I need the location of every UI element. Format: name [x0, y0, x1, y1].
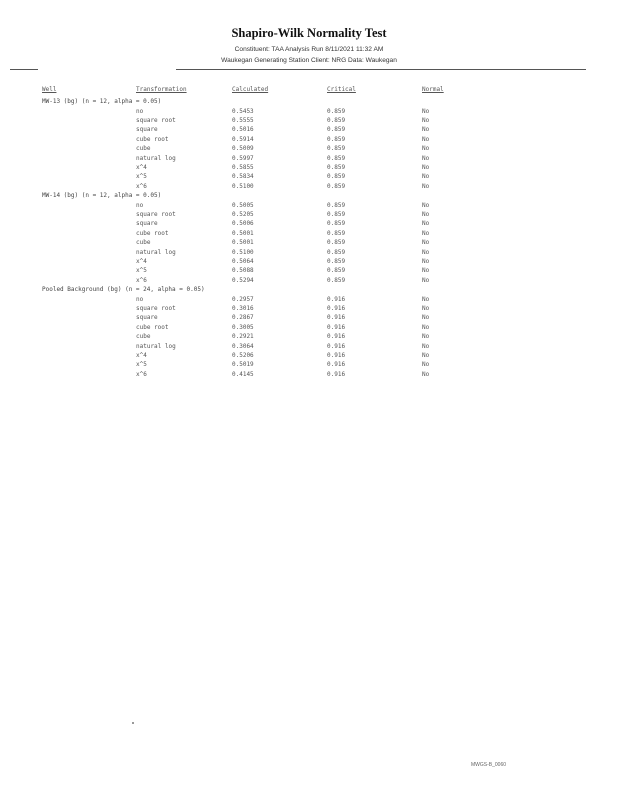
header-rule-right — [176, 69, 586, 70]
table-row — [0, 230, 618, 239]
transformation-cell: cube root — [136, 323, 169, 331]
col-header-well: Well — [42, 86, 57, 93]
table-row — [0, 239, 618, 248]
critical-cell: 0.916 — [327, 342, 346, 350]
table-row — [0, 164, 618, 173]
critical-cell: 0.859 — [327, 210, 346, 218]
calculated-cell: 0.5009 — [232, 145, 254, 153]
transformation-cell: cube — [136, 145, 151, 153]
calculated-cell: 0.5855 — [232, 163, 254, 171]
critical-cell: 0.859 — [327, 220, 346, 228]
transformation-cell: x^6 — [136, 182, 147, 190]
col-header-critical: Critical — [327, 86, 356, 93]
report-title: Shapiro-Wilk Normality Test — [231, 26, 387, 40]
transformation-cell: square — [136, 314, 158, 322]
transformation-cell: natural log — [136, 154, 176, 162]
table-row — [0, 296, 618, 305]
calculated-cell: 0.5205 — [232, 210, 254, 218]
critical-cell: 0.859 — [327, 135, 346, 143]
col-header-transformation: Transformation — [136, 86, 187, 93]
transformation-cell: x^6 — [136, 276, 147, 284]
transformation-cell: square root — [136, 116, 176, 124]
table-row — [0, 371, 618, 380]
transformation-cell: cube — [136, 333, 151, 341]
critical-cell: 0.916 — [327, 361, 346, 369]
critical-cell: 0.916 — [327, 304, 346, 312]
col-header-calculated: Calculated — [232, 86, 269, 93]
critical-cell: 0.916 — [327, 333, 346, 341]
calculated-cell: 0.4145 — [232, 370, 254, 378]
normal-cell: No — [422, 116, 430, 124]
critical-cell: 0.859 — [327, 154, 346, 162]
normal-cell: No — [422, 304, 430, 312]
critical-cell: 0.859 — [327, 116, 346, 124]
normal-cell: No — [422, 323, 430, 331]
table-row — [0, 305, 618, 314]
critical-cell: 0.916 — [327, 370, 346, 378]
calculated-cell: 0.5001 — [232, 239, 254, 247]
critical-cell: 0.859 — [327, 182, 346, 190]
table-row — [0, 117, 618, 126]
critical-cell: 0.859 — [327, 229, 346, 237]
calculated-cell: 0.5016 — [232, 126, 254, 134]
normal-cell: No — [422, 295, 430, 303]
calculated-cell: 0.3016 — [232, 304, 254, 312]
header-rule-left — [10, 69, 38, 70]
transformation-cell: natural log — [136, 248, 176, 256]
calculated-cell: 0.5206 — [232, 351, 254, 359]
normal-cell: No — [422, 173, 430, 181]
critical-cell: 0.859 — [327, 276, 346, 284]
normal-cell: No — [422, 107, 430, 115]
normal-cell: No — [422, 154, 430, 162]
normal-cell: No — [422, 370, 430, 378]
transformation-cell: cube — [136, 239, 151, 247]
table-row — [0, 277, 618, 286]
transformation-cell: square — [136, 220, 158, 228]
calculated-cell: 0.3064 — [232, 342, 254, 350]
table-row — [0, 314, 618, 323]
calculated-cell: 0.5294 — [232, 276, 254, 284]
critical-cell: 0.859 — [327, 239, 346, 247]
table-row — [0, 136, 618, 145]
calculated-cell: 0.5914 — [232, 135, 254, 143]
critical-cell: 0.916 — [327, 295, 346, 303]
table-row — [0, 155, 618, 164]
normal-cell: No — [422, 257, 430, 265]
normal-cell: No — [422, 210, 430, 218]
table-row — [0, 324, 618, 333]
transformation-cell: natural log — [136, 342, 176, 350]
critical-cell: 0.859 — [327, 107, 346, 115]
critical-cell: 0.916 — [327, 323, 346, 331]
table-row — [0, 249, 618, 258]
normal-cell: No — [422, 248, 430, 256]
calculated-cell: 0.2957 — [232, 295, 254, 303]
transformation-cell: no — [136, 107, 144, 115]
transformation-cell: square root — [136, 210, 176, 218]
table-row — [0, 211, 618, 220]
group-label: MW-13 (bg) (n = 12, alpha = 0.05) — [42, 98, 162, 105]
group-label: MW-14 (bg) (n = 12, alpha = 0.05) — [42, 192, 162, 199]
calculated-cell: 0.5834 — [232, 173, 254, 181]
normal-cell: No — [422, 220, 430, 228]
calculated-cell: 0.5555 — [232, 116, 254, 124]
transformation-cell: x^4 — [136, 257, 147, 265]
transformation-cell: x^5 — [136, 267, 147, 275]
critical-cell: 0.859 — [327, 201, 346, 209]
calculated-cell: 0.5997 — [232, 154, 254, 162]
normal-cell: No — [422, 239, 430, 247]
transformation-cell: no — [136, 201, 144, 209]
transformation-cell: x^5 — [136, 173, 147, 181]
normal-cell: No — [422, 126, 430, 134]
normal-cell: No — [422, 229, 430, 237]
transformation-cell: square — [136, 126, 158, 134]
normal-cell: No — [422, 267, 430, 275]
normal-cell: No — [422, 201, 430, 209]
calculated-cell: 0.2867 — [232, 314, 254, 322]
table-row — [0, 333, 618, 342]
group-label: Pooled Background (bg) (n = 24, alpha = 0.05) — [42, 286, 205, 293]
table-row — [0, 352, 618, 361]
calculated-cell: 0.5064 — [232, 257, 254, 265]
normal-cell: No — [422, 333, 430, 341]
critical-cell: 0.916 — [327, 351, 346, 359]
table-row — [0, 126, 618, 135]
transformation-cell: no — [136, 295, 144, 303]
transformation-cell: square root — [136, 304, 176, 312]
normal-cell: No — [422, 342, 430, 350]
transformation-cell: cube root — [136, 135, 169, 143]
table-row — [0, 343, 618, 352]
calculated-cell: 0.3005 — [232, 323, 254, 331]
table-row — [0, 145, 618, 154]
normal-cell: No — [422, 361, 430, 369]
calculated-cell: 0.5019 — [232, 361, 254, 369]
calculated-cell: 0.5005 — [232, 201, 254, 209]
transformation-cell: x^4 — [136, 351, 147, 359]
report-subtitle-run: Constituent: TAA Analysis Run 8/11/2021 11:32 AM — [234, 46, 384, 53]
critical-cell: 0.859 — [327, 126, 346, 134]
table-row — [0, 220, 618, 229]
table-row — [0, 173, 618, 182]
critical-cell: 0.859 — [327, 267, 346, 275]
bates-stamp: MWGS-B_0060 — [471, 762, 507, 768]
critical-cell: 0.859 — [327, 257, 346, 265]
transformation-cell: x^4 — [136, 163, 147, 171]
col-header-normal: Normal — [422, 86, 444, 93]
table-row — [0, 183, 618, 192]
table-row — [0, 267, 618, 276]
table-row — [0, 361, 618, 370]
scan-speck — [132, 722, 134, 724]
critical-cell: 0.859 — [327, 173, 346, 181]
normal-cell: No — [422, 351, 430, 359]
normal-cell: No — [422, 135, 430, 143]
table-row — [0, 258, 618, 267]
calculated-cell: 0.5100 — [232, 182, 254, 190]
calculated-cell: 0.2921 — [232, 333, 254, 341]
normal-cell: No — [422, 276, 430, 284]
table-row — [0, 202, 618, 211]
calculated-cell: 0.5006 — [232, 220, 254, 228]
report-subtitle-site: Waukegan Generating Station Client: NRG Data: Waukegan — [221, 57, 397, 64]
calculated-cell: 0.5088 — [232, 267, 254, 275]
normal-cell: No — [422, 314, 430, 322]
transformation-cell: x^5 — [136, 361, 147, 369]
critical-cell: 0.859 — [327, 248, 346, 256]
critical-cell: 0.859 — [327, 163, 346, 171]
normal-cell: No — [422, 182, 430, 190]
transformation-cell: cube root — [136, 229, 169, 237]
calculated-cell: 0.5001 — [232, 229, 254, 237]
critical-cell: 0.859 — [327, 145, 346, 153]
normal-cell: No — [422, 145, 430, 153]
table-row — [0, 108, 618, 117]
normal-cell: No — [422, 163, 430, 171]
calculated-cell: 0.5100 — [232, 248, 254, 256]
calculated-cell: 0.5453 — [232, 107, 254, 115]
transformation-cell: x^6 — [136, 370, 147, 378]
critical-cell: 0.916 — [327, 314, 346, 322]
